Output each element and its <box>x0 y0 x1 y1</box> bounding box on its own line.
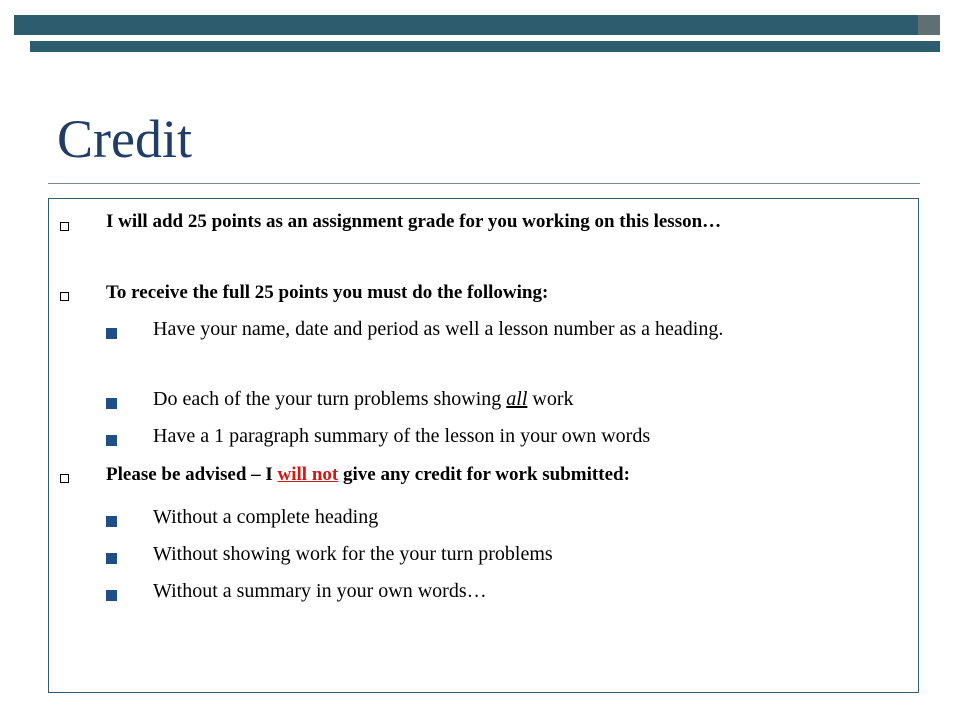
subbullet-text-no-work: Without showing work for the your turn problems <box>153 543 553 565</box>
title-divider <box>48 183 920 184</box>
hollow-square-bullet-icon <box>60 222 69 231</box>
slide-title: Credit <box>57 109 192 169</box>
bullet-text-part: Please be advised – I <box>106 464 278 485</box>
filled-square-bullet-icon <box>106 328 117 339</box>
bullet-text-add-points: I will add 25 points as an assignment grade for you working on this lesson… <box>106 211 722 232</box>
filled-square-bullet-icon <box>106 398 117 409</box>
filled-square-bullet-icon <box>106 590 117 601</box>
subbullet-text-part: Do each of the your turn problems showing <box>153 388 507 410</box>
subbullet-text-no-summary: Without a summary in your own words… <box>153 580 487 602</box>
filled-square-bullet-icon <box>106 435 117 446</box>
subbullet-text-summary: Have a 1 paragraph summary of the lesson in your own words <box>153 425 651 447</box>
bullet-text-part: give any credit for work submitted: <box>338 464 630 485</box>
hollow-square-bullet-icon <box>60 292 69 301</box>
subbullet-text-heading: Have your name, date and period as well a lesson number as a heading. <box>153 318 724 340</box>
second-decorative-bar <box>30 41 918 52</box>
filled-square-bullet-icon <box>106 516 117 527</box>
emphasis-will-not: will not <box>277 464 339 485</box>
bullet-text-advisory <box>106 460 896 489</box>
emphasis-all: all <box>506 388 528 410</box>
bullet-text-requirements: To receive the full 25 points you must do the following: <box>106 282 549 303</box>
top-decorative-bar <box>14 15 918 35</box>
corner-decorative-square <box>918 15 940 35</box>
hollow-square-bullet-icon <box>60 474 69 483</box>
filled-square-bullet-icon <box>106 553 117 564</box>
subbullet-text-part: work <box>527 388 574 410</box>
subbullet-text-no-heading: Without a complete heading <box>153 506 379 528</box>
corner-decorative-square-lower <box>918 41 940 52</box>
subbullet-text-show-work <box>153 385 853 414</box>
